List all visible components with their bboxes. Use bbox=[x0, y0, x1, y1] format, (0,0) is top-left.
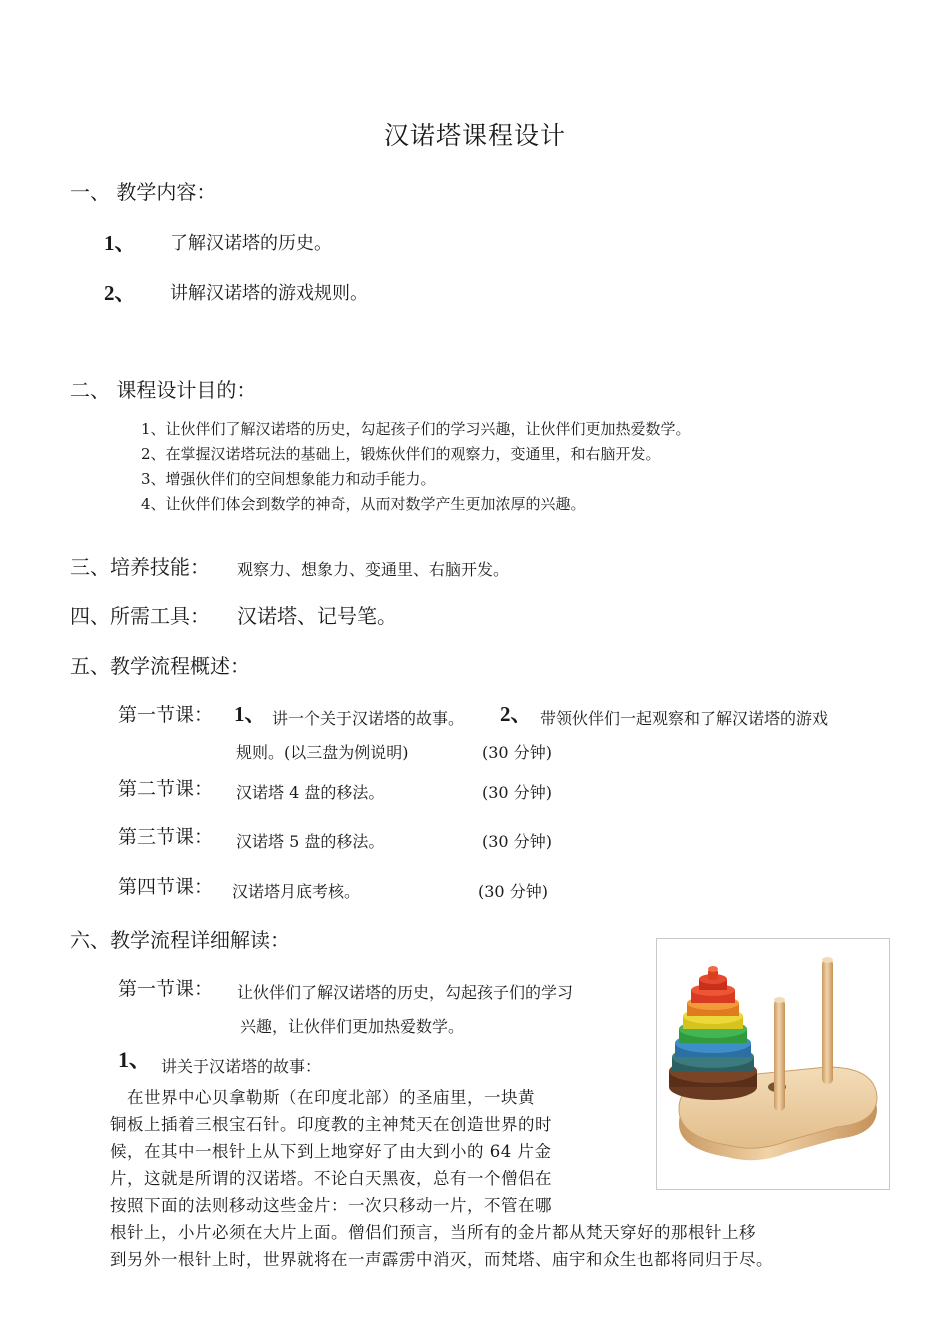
section-4-heading: 四、所需工具： bbox=[70, 604, 210, 628]
lesson-3-label: 第三节课： bbox=[118, 826, 214, 848]
section-2-heading: 二、 课程设计目的： bbox=[70, 378, 257, 402]
detail-lesson-1-text-2: 兴趣，让伙伴们更加热爱数学。 bbox=[240, 1017, 465, 1036]
lesson-3-text: 汉诺塔 5 盘的移法。 bbox=[236, 832, 385, 851]
story-number: 1、 bbox=[118, 1047, 152, 1072]
hanoi-tower-illustration bbox=[657, 939, 889, 1189]
story-line-2: 铜板上插着三根宝石针。印度教的主神梵天在创造世界的时 bbox=[110, 1115, 552, 1134]
lesson-1-text-1: 讲一个关于汉诺塔的故事。 bbox=[272, 709, 465, 728]
lesson-1-text-line2: 规则。(以三盘为例说明) bbox=[236, 743, 409, 762]
story-line-5: 按照下面的法则移动这些金片：一次只移动一片，不管在哪 bbox=[110, 1196, 552, 1215]
page-title: 汉诺塔课程设计 bbox=[383, 121, 566, 150]
story-line-1: 在世界中心贝拿勒斯（在印度北部）的圣庙里，一块黄 bbox=[110, 1088, 535, 1107]
detail-lesson-1-text-1: 让伙伴们了解汉诺塔的历史，勾起孩子们的学习 bbox=[237, 983, 574, 1002]
lesson-1-text-2: 带领伙伴们一起观察和了解汉诺塔的游戏 bbox=[540, 709, 829, 728]
section-1-item-2-text: 讲解汉诺塔的游戏规则。 bbox=[170, 283, 368, 304]
section-1-item-2-number: 2、 bbox=[104, 281, 136, 305]
story-line-4: 片，这就是所谓的汉诺塔。不论白天黑夜，总有一个僧侣在 bbox=[110, 1169, 552, 1188]
goal-item-4: 4、让伙伴们体会到数学的神奇，从而对数学产生更加浓厚的兴趣。 bbox=[141, 495, 586, 513]
section-1-item-1-number: 1、 bbox=[104, 231, 136, 255]
lesson-2-label: 第二节课： bbox=[118, 778, 214, 800]
section-1-heading: 一、 教学内容： bbox=[70, 180, 217, 204]
section-5-heading: 五、教学流程概述： bbox=[70, 654, 250, 678]
goal-item-1: 1、让伙伴们了解汉诺塔的历史，勾起孩子们的学习兴趣，让伙伴们更加热爱数学。 bbox=[141, 420, 691, 438]
story-line-7: 到另外一根针上时，世界就将在一声霹雳中消灭，而梵塔、庙宇和众生也都将同归于尽。 bbox=[110, 1250, 773, 1269]
lesson-4-text: 汉诺塔月底考核。 bbox=[232, 882, 361, 901]
goal-item-2: 2、在掌握汉诺塔玩法的基础上，锻炼伙伴们的观察力，变通里，和右脑开发。 bbox=[141, 445, 661, 463]
lesson-2-duration: (30 分钟) bbox=[482, 783, 552, 802]
story-heading: 讲关于汉诺塔的故事： bbox=[161, 1057, 322, 1076]
goal-item-3: 3、增强伙伴们的空间想象能力和动手能力。 bbox=[141, 470, 436, 488]
detail-lesson-1-label: 第一节课： bbox=[118, 978, 214, 1000]
lesson-1-number-2: 2、 bbox=[500, 702, 532, 726]
lesson-4-label: 第四节课： bbox=[118, 876, 214, 898]
lesson-1-duration: (30 分钟) bbox=[482, 743, 552, 762]
lesson-2-text: 汉诺塔 4 盘的移法。 bbox=[236, 783, 385, 802]
section-3-text: 观察力、想象力、变通里、右脑开发。 bbox=[237, 560, 510, 579]
lesson-1-number-1: 1、 bbox=[234, 702, 266, 726]
section-4-text: 汉诺塔、记号笔。 bbox=[237, 604, 397, 628]
story-line-6: 根针上，小片必须在大片上面。僧侣们预言，当所有的金片都从梵天穿好的那根针上移 bbox=[110, 1223, 756, 1242]
section-1-item-1-text: 了解汉诺塔的历史。 bbox=[170, 233, 332, 254]
lesson-4-duration: (30 分钟) bbox=[478, 882, 548, 901]
section-6-heading: 六、教学流程详细解读： bbox=[70, 928, 290, 952]
lesson-1-label: 第一节课： bbox=[118, 704, 214, 726]
lesson-3-duration: (30 分钟) bbox=[482, 832, 552, 851]
hanoi-tower-photo bbox=[656, 938, 890, 1190]
story-line-3: 候，在其中一根针上从下到上地穿好了由大到小的 64 片金 bbox=[110, 1142, 552, 1161]
section-3-heading: 三、培养技能： bbox=[70, 555, 210, 579]
